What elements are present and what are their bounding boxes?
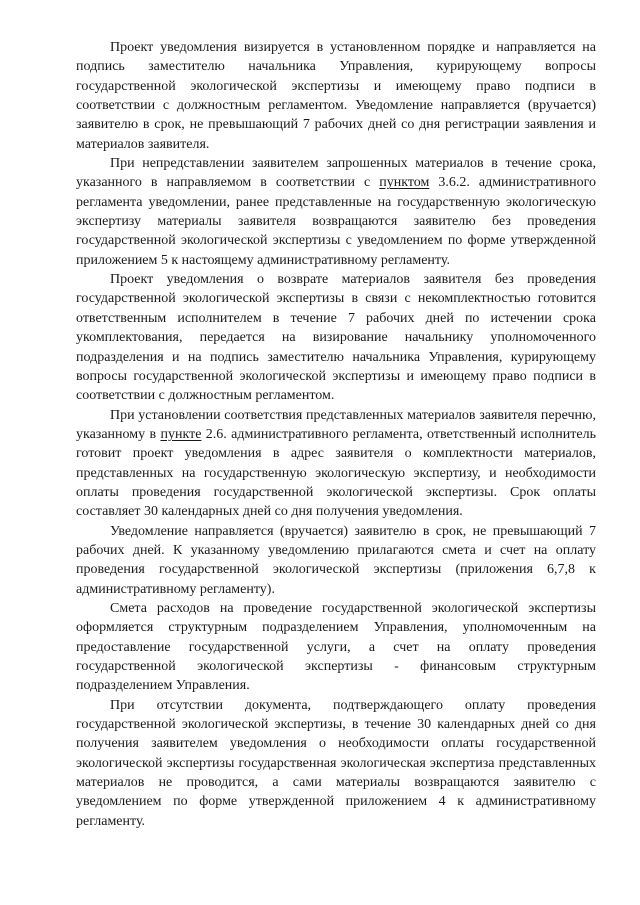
paragraph-text-start: При непредставлении заявителем запрошенных материалов в течение срока, указанного в направляемом в соответствии с bbox=[76, 156, 596, 191]
paragraph-no-payment-return: При отсутствии документа, подтверждающего оплату проведения государственной экологической экспертизы, в течение 30 календарных дней со дня получения заявителем уведомления о необходимости оплаты государственной экологической экспертизы государственная экологическая экспертиза представленных материалов не проводится, а сами материалы возвращаются заявителю с уведомлением по форме утвержденной приложением 4 к административному регламенту. bbox=[76, 697, 596, 829]
paragraph-text-start: При установлении соответствия представленных материалов заявителя перечню, указанному в bbox=[76, 407, 596, 442]
paragraph-approval-procedure: Проект уведомления визируется в установленном порядке и направляется на подпись заместителю начальника Управления, курирующему вопросы государственной экологической экспертизы и имеющему право подписи в соответствии с должностным регламентом. Уведомление направляется (вручается) заявителю в срок, не превышающий 7 рабочих дней со дня регистрации заявления и материалов заявителя. bbox=[76, 40, 596, 152]
clause-reference-link[interactable]: пунктом bbox=[379, 175, 430, 191]
document-page bbox=[76, 38, 596, 831]
paragraph-materials-not-provided bbox=[76, 154, 596, 270]
clause-reference-link[interactable]: пункте bbox=[160, 426, 202, 442]
paragraph-notice-delivery: Уведомление направляется (вручается) заявителю в срок, не превышающий 7 рабочих дней. К указанному уведомлению прилагаются смета и счет на оплату проведения государственной экологической экспертизы (приложения 6,7,8 к административному регламенту). bbox=[76, 523, 596, 597]
paragraph-text-end: 3.6.2. административного регламента уведомлении, ранее представленные на государственную экологическую экспертизу материалы заявителя возвращаются заявителю без проведения государственной экологической экспертизы с уведомлением по форме утвержденной приложением 5 к настоящему административному регламенту. bbox=[76, 175, 596, 268]
paragraph-cost-estimate: Смета расходов на проведение государственной экологической экспертизы оформляется структурным подразделением Управления, уполномоченным на предоставление государственной услуги, а счет на оплату проведения государственной экологической экспертизы - финансовым структурным подразделением Управления. bbox=[76, 600, 596, 694]
paragraph-text-end: 2.6. административного регламента, ответственный исполнитель готовит проект уведомления в адрес заявителя о комплектности материалов, представленных на государственную экологическую экспертизу, и необходимости оплаты проведения государственной экологической экспертизы. Срок оплаты составляет 30 календарных дней со дня получения уведомления. bbox=[76, 426, 596, 520]
paragraph-completeness-confirmed bbox=[76, 406, 596, 522]
paragraph-return-notice-draft: Проект уведомления о возврате материалов заявителя без проведения государственной экологической экспертизы в связи с некомплектностью готовится ответственным исполнителем в течение 7 рабочих дней по истечении срока укомплектования, передается на визирование начальнику уполномоченного подразделения и на подпись заместителю начальника Управления, курирующему вопросы государственной экологической экспертизы и имеющему право подписи в соответствии с должностным регламентом. bbox=[76, 272, 596, 404]
